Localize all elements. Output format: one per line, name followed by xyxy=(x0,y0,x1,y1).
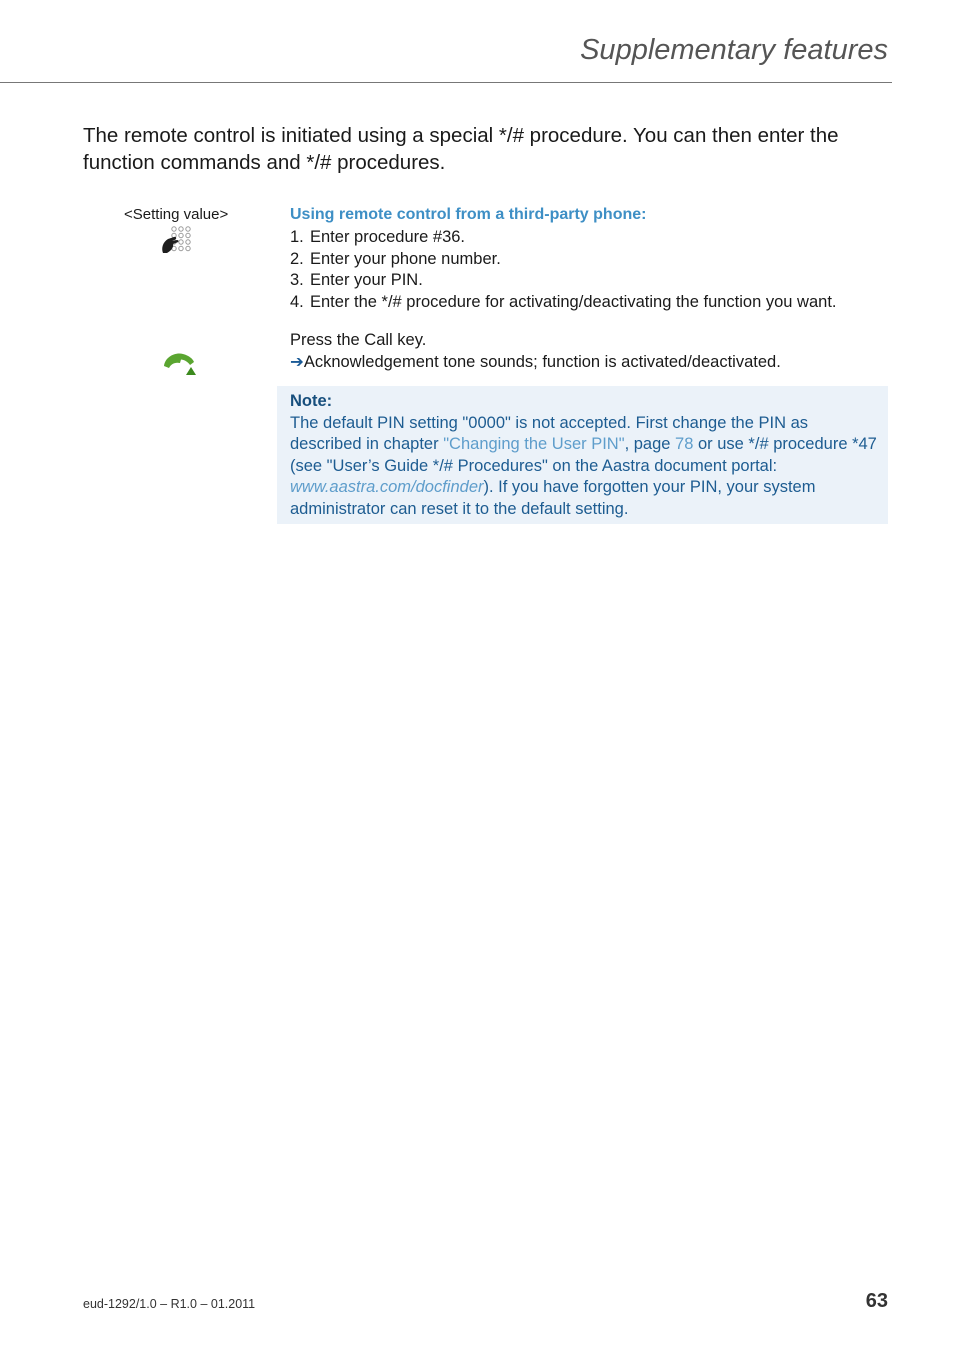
note-text: The default PIN setting "0000" is not accepted. First change the PIN as described in chapter xyxy=(290,413,809,454)
step-item xyxy=(290,249,837,271)
remote-control-heading: Using remote control from a third-party phone: xyxy=(290,206,647,223)
step-item xyxy=(290,227,837,249)
procedure-steps xyxy=(290,227,837,313)
result-line xyxy=(290,352,781,374)
step-text: Enter procedure #36. xyxy=(310,228,466,246)
page-link[interactable]: 78 xyxy=(675,435,694,454)
keypad-icon xyxy=(160,226,194,254)
note-text: , page xyxy=(624,435,676,454)
footer-document-id: eud-1292/1.0 – R1.0 – 01.2011 xyxy=(83,1297,256,1311)
note-content xyxy=(290,391,880,521)
step-text: Enter your phone number. xyxy=(310,249,501,268)
step-item xyxy=(290,270,837,292)
note-text: or use */# procedure *47 (see "User’s Guide */# Procedures" on the Aastra document portal: xyxy=(290,435,877,475)
step-number: 4. xyxy=(290,292,304,311)
result-arrow-icon: ➔ xyxy=(290,353,304,371)
chapter-link[interactable]: "Changing the User PIN" xyxy=(443,435,625,454)
header-divider xyxy=(0,82,892,83)
docfinder-link[interactable]: www.aastra.com/docfinder xyxy=(290,478,484,497)
intro-paragraph: The remote control is initiated using a special */# procedure. You can then enter the function commands and */# procedures. xyxy=(83,124,839,174)
page-number: 63 xyxy=(865,1290,888,1312)
note-text: ). If you have forgotten your PIN, your system administrator can reset it to the default setting. xyxy=(290,478,816,518)
step-text: Enter the */# procedure for activating/deactivating the function you want. xyxy=(310,292,837,311)
press-call-instruction: Press the Call key. xyxy=(290,331,427,349)
step-text: Enter your PIN. xyxy=(310,271,423,290)
step-item xyxy=(290,292,837,314)
result-text: Acknowledgement tone sounds; function is activated/deactivated. xyxy=(303,353,781,371)
step-number: 1. xyxy=(290,228,304,246)
note-title: Note: xyxy=(290,392,333,410)
setting-value-label: <Setting value> xyxy=(124,206,229,223)
note-body xyxy=(290,413,880,521)
step-number: 3. xyxy=(290,271,304,290)
call-key-icon xyxy=(161,350,197,376)
step-number: 2. xyxy=(290,249,304,268)
note-box xyxy=(277,386,888,524)
page-header-title: Supplementary features xyxy=(580,34,888,66)
